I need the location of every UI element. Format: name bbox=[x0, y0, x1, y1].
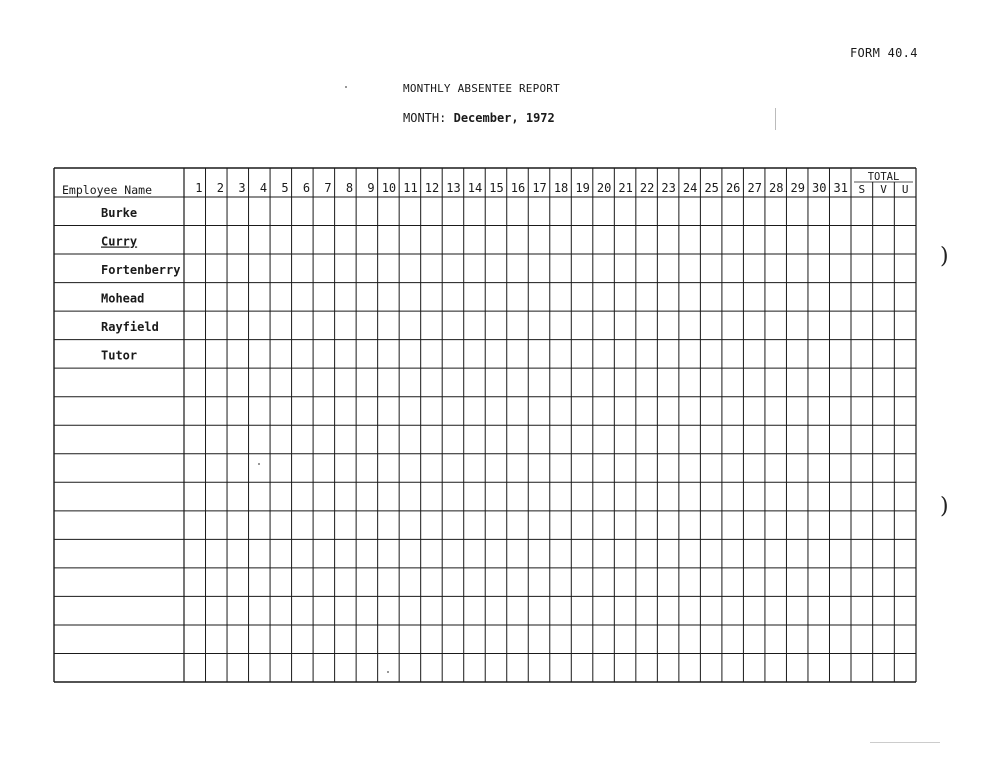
day-header-20: 20 bbox=[596, 181, 612, 195]
day-header-10: 10 bbox=[381, 181, 397, 195]
day-header-17: 17 bbox=[532, 181, 547, 195]
day-header-18: 18 bbox=[553, 181, 569, 195]
day-header-9: 9 bbox=[367, 181, 375, 195]
employee-name: Mohead bbox=[101, 291, 145, 306]
day-header-24: 24 bbox=[682, 181, 698, 195]
day-header-2: 2 bbox=[216, 181, 225, 195]
employee-name-header: Employee Name bbox=[62, 183, 153, 197]
paper-speck bbox=[258, 463, 260, 465]
day-header-4: 4 bbox=[259, 181, 268, 195]
day-header-27: 27 bbox=[747, 181, 762, 195]
total-subheader-V: V bbox=[880, 183, 887, 196]
total-subheader-S: S bbox=[858, 183, 866, 196]
day-header-7: 7 bbox=[324, 181, 332, 195]
employee-name: Fortenberry bbox=[101, 263, 181, 278]
total-subheader-U: U bbox=[901, 183, 909, 196]
day-header-28: 28 bbox=[768, 181, 784, 195]
day-header-16: 16 bbox=[510, 181, 526, 195]
day-header-25: 25 bbox=[704, 181, 719, 195]
day-header-21: 21 bbox=[618, 181, 633, 195]
day-header-13: 13 bbox=[446, 181, 461, 195]
total-header: TOTAL bbox=[867, 171, 900, 183]
day-header-1: 1 bbox=[195, 181, 203, 195]
day-header-8: 8 bbox=[345, 181, 354, 195]
paper-speck bbox=[345, 86, 347, 88]
employee-name: Curry bbox=[101, 234, 138, 249]
employee-name: Burke bbox=[101, 205, 138, 220]
day-header-12: 12 bbox=[424, 181, 440, 195]
day-header-19: 19 bbox=[575, 181, 590, 195]
binder-hole-mark: ) bbox=[940, 244, 949, 269]
day-header-31: 31 bbox=[833, 181, 848, 195]
day-header-30: 30 bbox=[812, 181, 827, 195]
day-header-22: 22 bbox=[639, 181, 655, 195]
paper-speck bbox=[387, 671, 389, 673]
day-header-15: 15 bbox=[489, 181, 504, 195]
day-header-29: 29 bbox=[790, 181, 805, 195]
employee-name: Rayfield bbox=[101, 320, 159, 335]
employee-name: Tutor bbox=[101, 348, 138, 363]
paper-speck bbox=[775, 108, 776, 130]
day-header-23: 23 bbox=[661, 181, 676, 195]
form-number: FORM 40.4 bbox=[850, 46, 918, 60]
month-value: December, 1972 bbox=[453, 111, 555, 125]
day-header-26: 26 bbox=[725, 181, 741, 195]
month-label: MONTH: bbox=[403, 111, 447, 125]
day-header-11: 11 bbox=[403, 181, 418, 195]
paper-speck bbox=[870, 742, 940, 743]
binder-hole-mark: ) bbox=[940, 494, 949, 519]
day-header-3: 3 bbox=[238, 181, 246, 195]
day-header-5: 5 bbox=[281, 181, 289, 195]
day-header-6: 6 bbox=[302, 181, 311, 195]
report-title: MONTHLY ABSENTEE REPORT bbox=[403, 82, 560, 95]
day-header-14: 14 bbox=[467, 181, 483, 195]
